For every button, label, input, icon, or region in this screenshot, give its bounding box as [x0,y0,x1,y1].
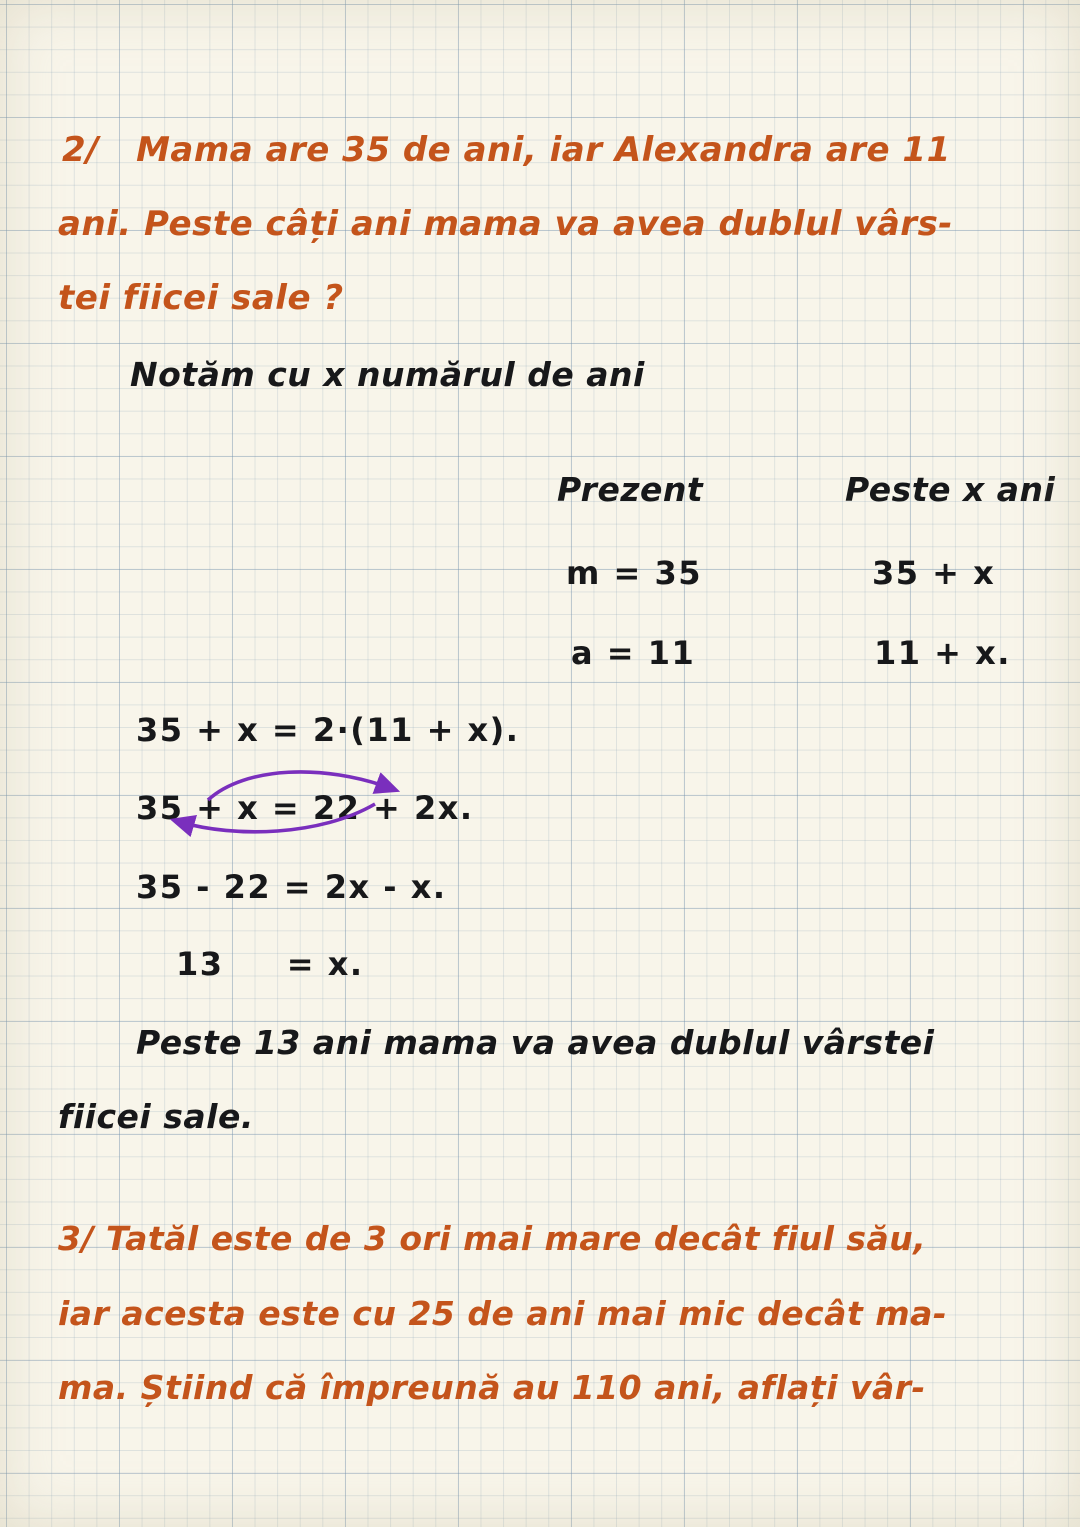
table-row-2-future: 11 + x. [874,634,1011,672]
problem3-statement-line-2: iar acesta este cu 25 de ani mai mic decât ma- [58,1294,948,1333]
table-row-1-future: 35 + x [872,554,996,592]
table-header-present: Prezent [557,470,704,509]
equation-line-1: 35 + x = 2·(11 + x). [136,711,520,749]
problem3-statement-line-1: 3/ Tatăl este de 3 ori mai mare decât fiul său, [58,1219,927,1258]
equation-line-4: 13 = x. [176,945,364,983]
table-row-2-present: a = 11 [571,634,696,672]
problem2-statement-line-1: 2/ Mama are 35 de ani, iar Alexandra are 11 [62,130,951,170]
conclusion-line-2: fiicei sale. [58,1097,254,1136]
problem2-statement-line-2: ani. Peste câți ani mama va avea dublul vârs- [58,204,953,244]
solution-notation-line: Notăm cu x numărul de ani [130,355,645,394]
problem3-statement-line-3: ma. Știind că împreună au 110 ani, aflați vâr- [58,1368,926,1407]
table-header-future: Peste x ani [845,470,1056,509]
problem2-statement-line-3: tei fiicei sale ? [58,278,344,318]
equation-line-2: 35 + x = 22 + 2x. [136,789,474,827]
conclusion-line-1: Peste 13 ani mama va avea dublul vârstei [136,1023,935,1062]
equation-line-3: 35 - 22 = 2x - x. [136,868,447,906]
table-row-1-present: m = 35 [566,554,702,592]
